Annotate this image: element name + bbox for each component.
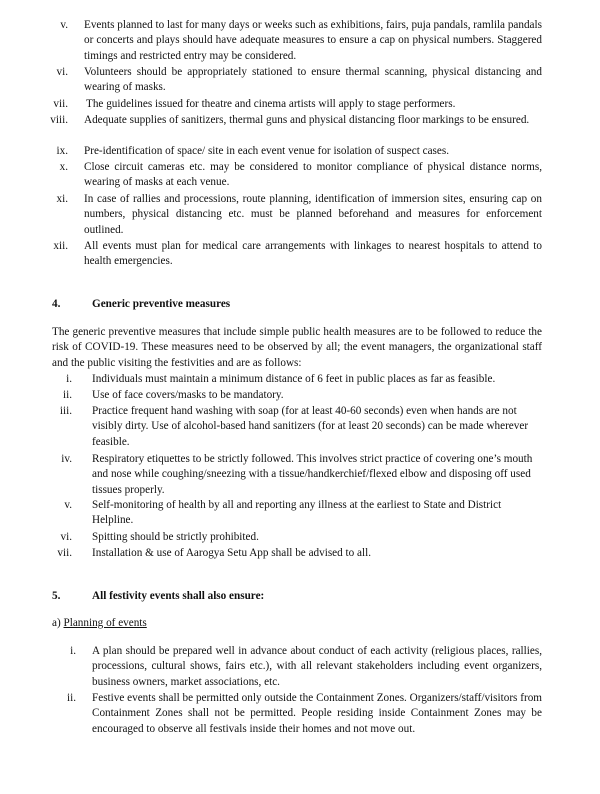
list-item-number: ii.	[66, 692, 76, 704]
list-item-number: v.	[64, 499, 72, 511]
list-item-text: Festive events shall be permitted only outside the Containment Zones. Organizers/staff/visitors from Containment Zones shall not be permitted. People residing inside Containment Zones may be encouraged to observe all festivals inside their homes and not move out.	[92, 692, 542, 735]
list-item-number: iii.	[59, 405, 72, 417]
section-title: Generic preventive measures	[92, 298, 231, 310]
list-item-text: Practice frequent hand washing with soap (for at least 40-60 seconds) even when hands are not visibly dirty. Use of alcohol-based hand sanitizers (for at least 20 seconds) can be made wherever feasible.	[92, 405, 529, 448]
list-item-text: Use of face covers/masks to be mandatory.	[92, 389, 284, 401]
section-intro: The generic preventive measures that include simple public health measures are to be followed to reduce the risk of COVID-19. These measures need to be observed by all; the event managers, the organizational staff and the public visiting the festivities and are as follows:	[52, 326, 542, 369]
list-item-number: xi.	[56, 193, 68, 205]
list-item-text: Volunteers should be appropriately stationed to ensure thermal scanning, physical distancing and wearing of masks.	[84, 66, 542, 94]
list-item-text: Spitting should be strictly prohibited.	[92, 531, 259, 543]
subsection-prefix: a)	[52, 617, 61, 629]
list-item-number: viii.	[50, 114, 68, 126]
list-item-number: v.	[60, 19, 68, 31]
list-item-text: Individuals must maintain a minimum distance of 6 feet in public places as far as feasible.	[92, 373, 496, 385]
list-item-number: i.	[66, 373, 72, 385]
list-item-text: Close circuit cameras etc. may be considered to monitor compliance of physical distance norms, wearing of masks at each venue.	[84, 161, 542, 189]
list-item-number: x.	[59, 161, 68, 173]
subsection-title: Planning of events	[63, 617, 147, 629]
list-item-number: ix.	[56, 145, 68, 157]
list-item-text: Installation & use of Aarogya Setu App shall be advised to all.	[92, 547, 372, 559]
list-item-text: A plan should be prepared well in advance about conduct of each activity (religious places, rallies, processions, cultural shows, fairs etc.), with all relevant stakeholders including event organizers, business owners, market associations, etc.	[92, 645, 542, 688]
list-item-number: vi.	[56, 66, 68, 78]
list-item-number: iv.	[61, 453, 72, 465]
list-item-text: Pre-identification of space/ site in each event venue for isolation of suspect cases.	[84, 145, 450, 157]
list-item-text: Self-monitoring of health by all and reporting any illness at the earliest to State and District Helpline.	[92, 499, 502, 527]
list-item-text: All events must plan for medical care arrangements with linkages to nearest hospitals to attend to health emergencies.	[84, 240, 542, 268]
list-item-number: xii.	[53, 240, 68, 252]
list-item-text: Events planned to last for many days or weeks such as exhibitions, fairs, puja pandals, ramlila pandals or concerts and plays should have adequate measures to ensure a cap on physical numbers. Staggered timings and restricted entry may be considered.	[84, 19, 542, 62]
list-item-text: The guidelines issued for theatre and cinema artists will apply to stage performers.	[86, 98, 456, 110]
list-item-text: Respiratory etiquettes to be strictly followed. This involves strict practice of covering one’s mouth and nose while coughing/sneezing with a tissue/handkerchief/flexed elbow and disposing off used tissues properly.	[92, 453, 533, 496]
list-item-text: Adequate supplies of sanitizers, thermal guns and physical distancing floor markings to be ensured.	[84, 114, 530, 126]
list-item-number: vii.	[57, 547, 72, 559]
subsection-heading	[52, 616, 147, 631]
section-number: 4.	[52, 298, 61, 310]
section-number: 5.	[52, 590, 61, 602]
list-item-number: ii.	[62, 389, 72, 401]
list-item-number: i.	[70, 645, 76, 657]
section-title: All festivity events shall also ensure:	[92, 590, 265, 602]
list-item-number: vii.	[53, 98, 68, 110]
list-item-number: vi.	[60, 531, 72, 543]
list-item-text: In case of rallies and processions, route planning, identification of immersion sites, ensuring cap on numbers, physical distancing etc. must be planned beforehand and measures for enforcement outlined.	[84, 193, 542, 236]
